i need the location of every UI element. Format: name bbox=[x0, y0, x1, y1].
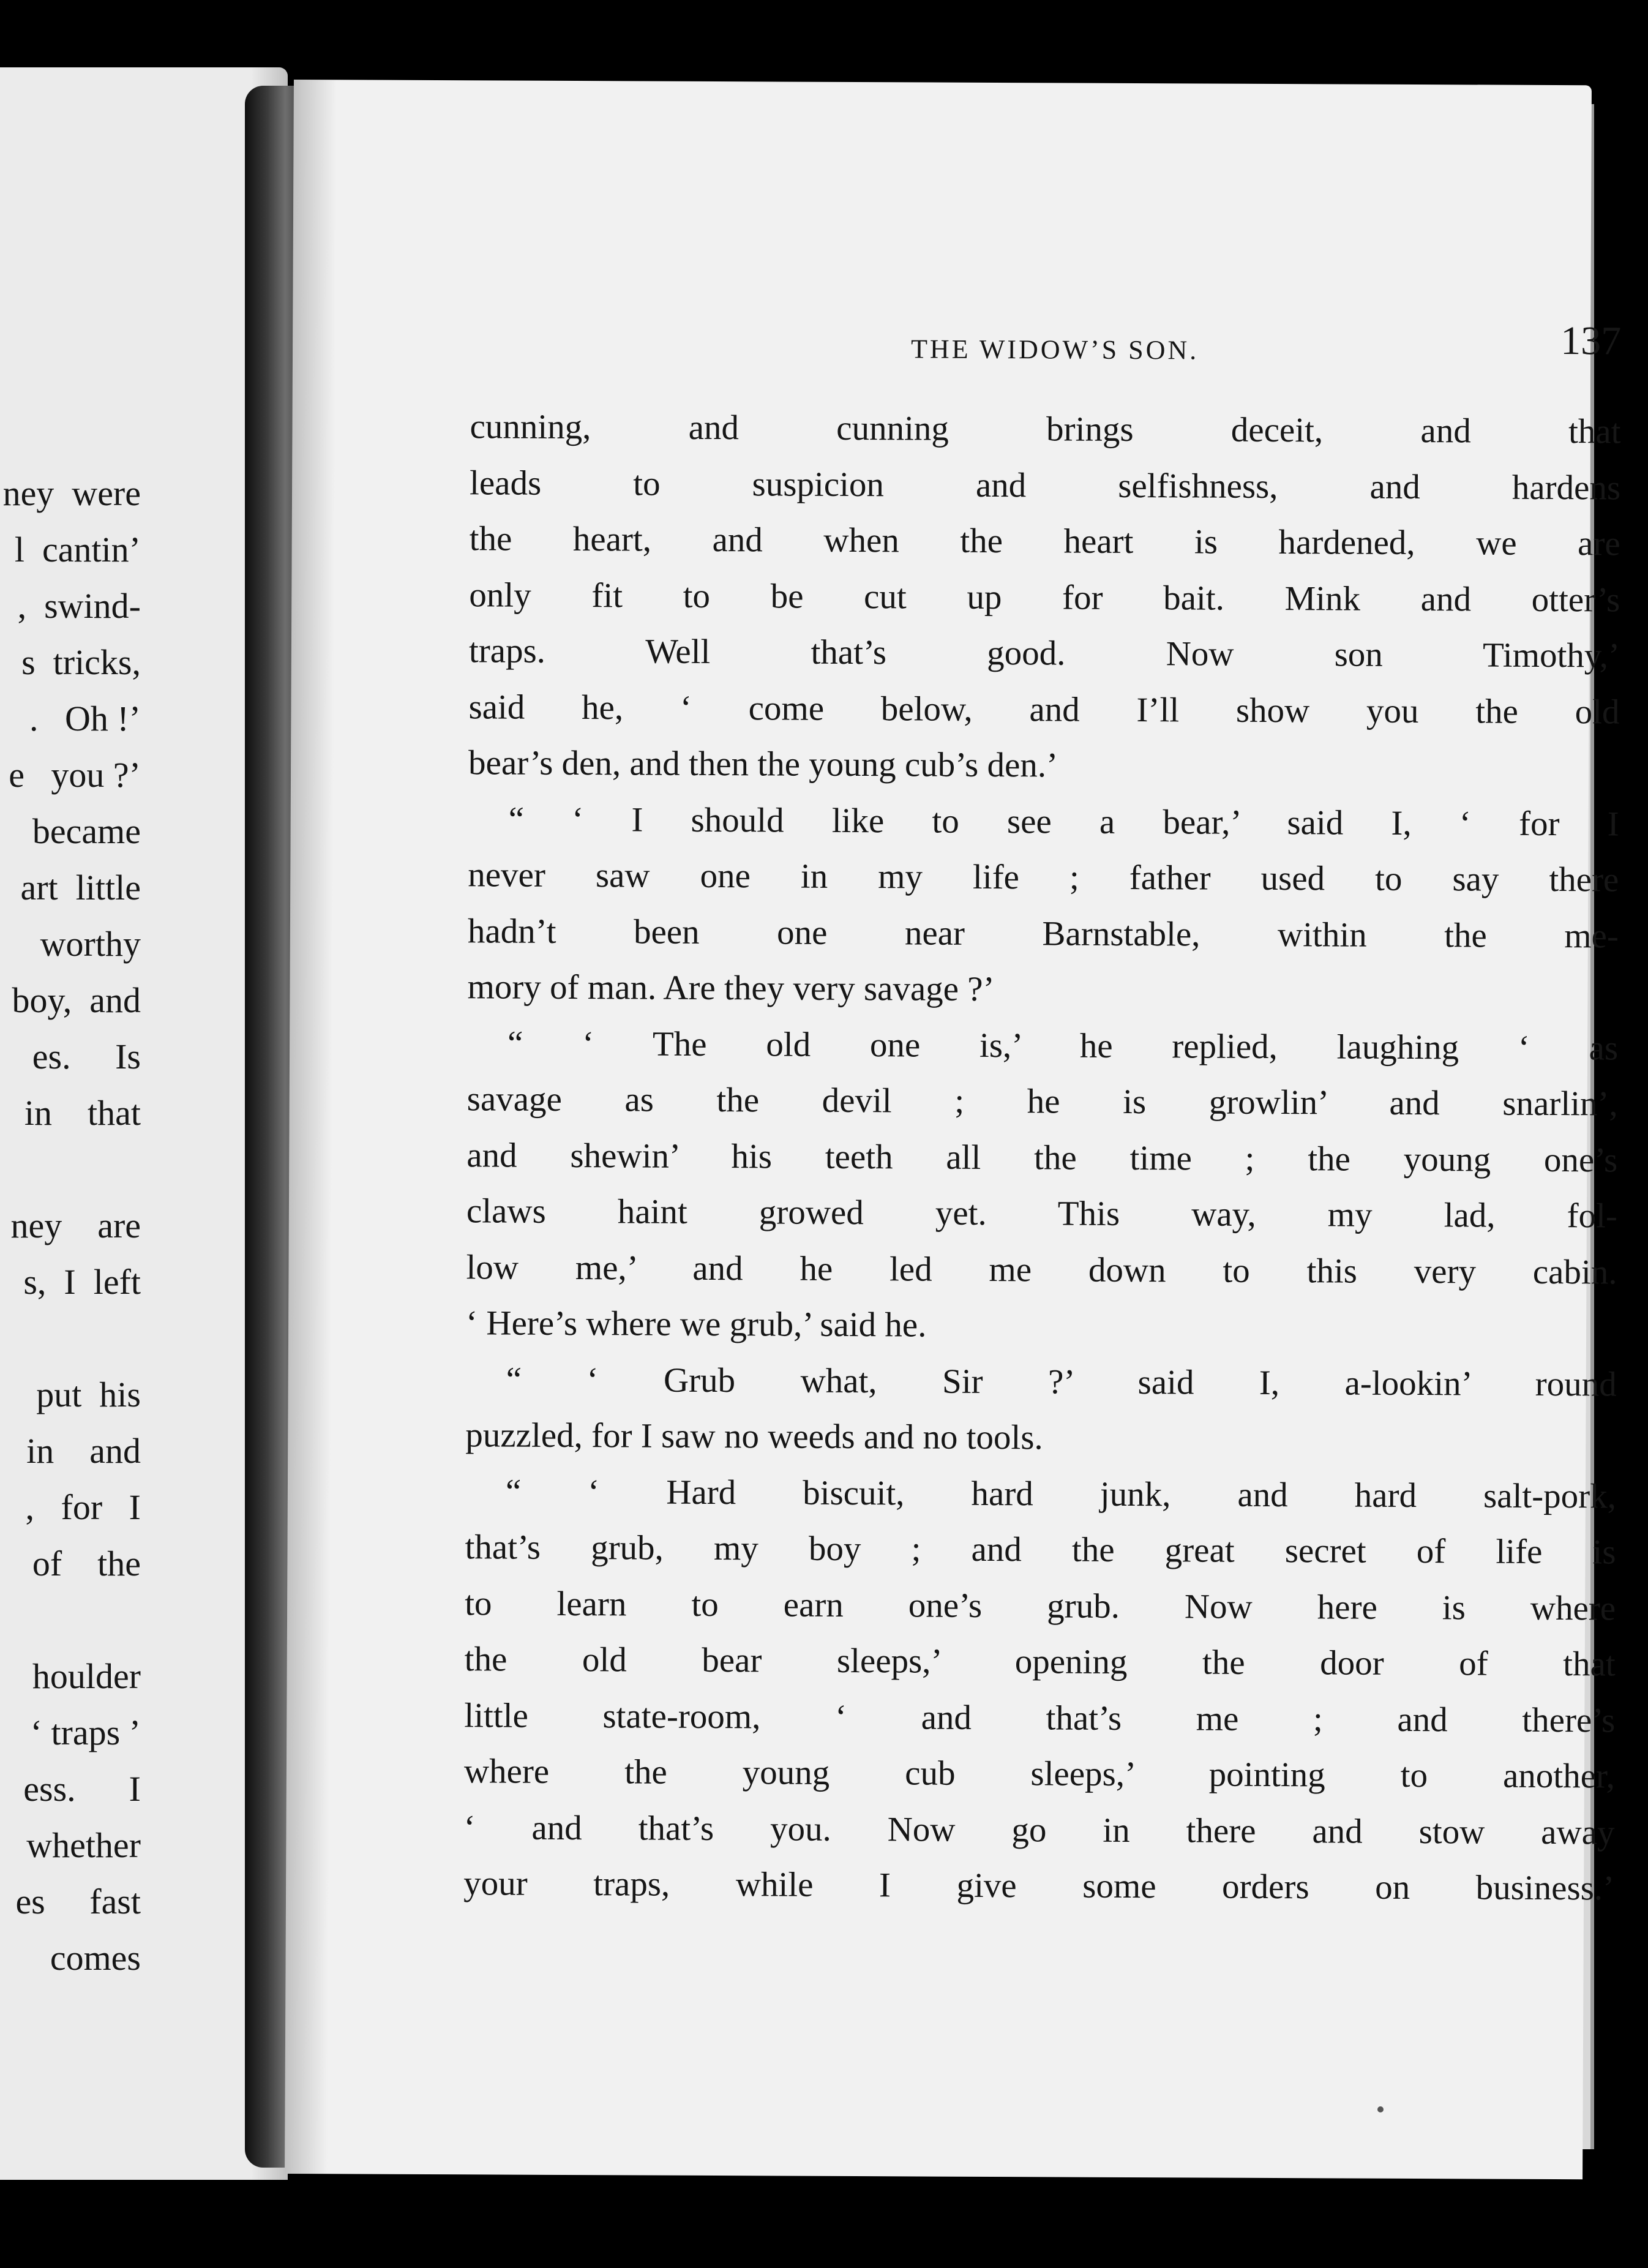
text-line: “ ‘ I should like to see a bear,’ said I, ‘ for I bbox=[508, 800, 1619, 843]
left-page-line: whether bbox=[26, 1825, 141, 1865]
text-line: bear’s den, and then the young cub’s den.’ bbox=[468, 743, 1058, 785]
left-page-line: in and bbox=[26, 1431, 141, 1471]
text-line: ‘ and that’s you. Now go in there and stow away bbox=[463, 1808, 1615, 1852]
left-page-line: ‘ traps ’ bbox=[30, 1713, 141, 1752]
left-page-line: , swind- bbox=[17, 586, 141, 626]
text-line: your traps, while I give some orders on business.’ bbox=[463, 1864, 1615, 1908]
body-text bbox=[463, 399, 1621, 1917]
text-line: never saw one in my life ; father used to say there bbox=[468, 855, 1619, 899]
left-page-line: art little bbox=[20, 868, 141, 907]
left-page-line: of the bbox=[32, 1544, 141, 1583]
left-page-line bbox=[0, 1592, 141, 1648]
text-line: and shewin’ his teeth all the time ; the young one’s bbox=[466, 1135, 1618, 1179]
text-line: mory of man. Are they very savage ?’ bbox=[467, 967, 995, 1009]
text-line: “ ‘ Grub what, Sir ?’ said I, a-lookin’ round bbox=[506, 1360, 1617, 1403]
left-page-line: in that bbox=[24, 1093, 141, 1133]
gutter-shadow bbox=[285, 80, 337, 2174]
text-line: that’s grub, my boy ; and the great secret of life is bbox=[465, 1528, 1616, 1572]
left-page-line: es. Is bbox=[32, 1037, 141, 1076]
text-line: savage as the devil ; he is growlin’ and snarlin’, bbox=[466, 1080, 1618, 1124]
left-page-line: . Oh !’ bbox=[29, 699, 141, 738]
text-line: the heart, and when the heart is hardened, we are bbox=[469, 519, 1620, 563]
left-page-line bbox=[0, 1310, 141, 1367]
left-page-line: put his bbox=[18, 1375, 141, 1414]
text-line: cunning, and cunning brings deceit, and that bbox=[470, 407, 1621, 451]
left-page-line: worthy bbox=[22, 924, 141, 964]
text-line: hadn’t been one near Barnstable, within the me- bbox=[467, 911, 1619, 955]
text-line: “ ‘ Hard biscuit, hard junk, and hard salt-pork, bbox=[505, 1472, 1617, 1515]
left-page-line: ess. I bbox=[23, 1769, 141, 1809]
text-line: ‘ Here’s where we grub,’ said he. bbox=[466, 1304, 927, 1345]
left-page-line: e you ?’ bbox=[9, 755, 141, 795]
left-page-line bbox=[0, 1141, 141, 1198]
text-line: only fit to be cut up for bait. Mink and otter’s bbox=[469, 575, 1620, 619]
left-page-line: , for I bbox=[25, 1487, 141, 1527]
left-page-line: s tricks, bbox=[21, 642, 141, 682]
text-line: to learn to earn one’s grub. Now here is where bbox=[465, 1583, 1616, 1628]
left-page-line: l cantin’ bbox=[14, 530, 141, 569]
left-page-text bbox=[0, 465, 141, 1986]
text-line: traps. Well that’s good. Now son Timothy,’ bbox=[468, 631, 1620, 675]
left-page-line: ney were bbox=[2, 473, 141, 513]
left-page-line: boy, and bbox=[12, 980, 141, 1020]
left-page-line: ney are bbox=[10, 1206, 141, 1245]
right-page bbox=[285, 80, 1622, 2179]
text-line: where the young cub sleeps,’ pointing to another, bbox=[463, 1752, 1616, 1796]
left-page-line: became bbox=[14, 811, 141, 851]
left-page-line: es fast bbox=[15, 1882, 141, 1921]
text-line: low me,’ and he led me down to this very cabin. bbox=[466, 1247, 1617, 1291]
running-head bbox=[470, 313, 1621, 385]
text-line: little state-room, ‘ and that’s me ; and there’s bbox=[464, 1695, 1616, 1740]
left-page-line: comes bbox=[32, 1938, 141, 1978]
text-line: leads to suspicion and selfishness, and hardens bbox=[469, 463, 1621, 507]
text-line: said he, ‘ come below, and I’ll show you the old bbox=[468, 687, 1620, 731]
running-title: THE WIDOW’S SON. bbox=[910, 334, 1199, 366]
page-number: 137 bbox=[1560, 318, 1622, 364]
text-line: the old bear sleeps,’ opening the door of that bbox=[464, 1640, 1616, 1684]
text-line: puzzled, for I saw no weeds and no tools. bbox=[465, 1416, 1043, 1457]
paper-speck bbox=[1377, 2106, 1384, 2112]
left-page-line: houlder bbox=[32, 1656, 141, 1696]
text-line: claws haint growed yet. This way, my lad, fol- bbox=[466, 1192, 1618, 1236]
left-page-line: s, I left bbox=[23, 1262, 141, 1302]
text-line: “ ‘ The old one is,’ he replied, laughing ‘ as bbox=[508, 1024, 1619, 1067]
